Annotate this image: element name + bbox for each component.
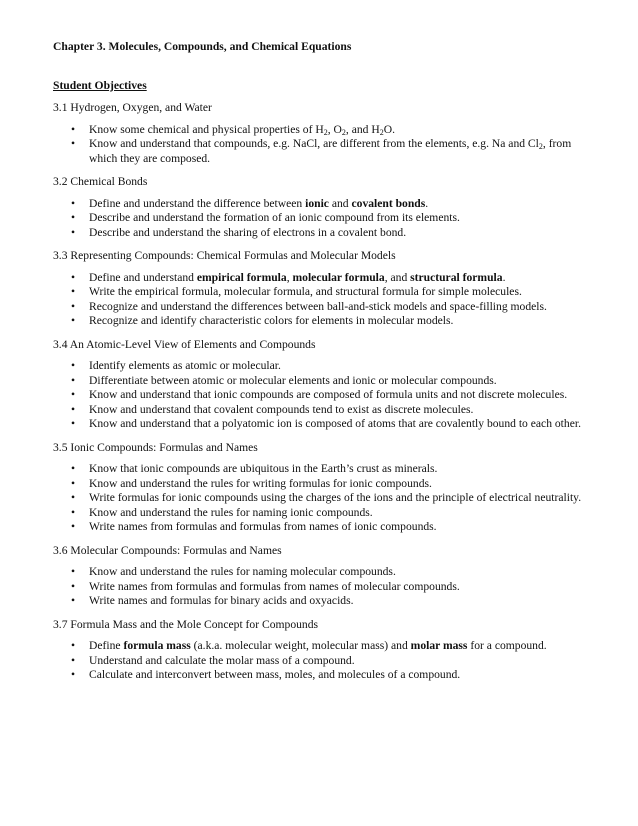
objective-list xyxy=(53,639,593,683)
objective-item xyxy=(53,137,593,166)
objective-section xyxy=(53,175,593,240)
objective-text: , O xyxy=(327,122,342,136)
objective-section xyxy=(53,441,593,535)
objective-item xyxy=(53,197,593,212)
objective-text: Know and understand the rules for naming molecular compounds. xyxy=(89,565,396,578)
objective-text: , from which they are composed. xyxy=(89,137,572,165)
objective-item xyxy=(53,374,593,389)
objective-text: . xyxy=(502,270,506,284)
objective-section xyxy=(53,101,593,166)
section-heading: 3.6 Molecular Compounds: Formulas and Names xyxy=(53,543,282,557)
objectives-heading: Student Objectives xyxy=(53,78,147,92)
objective-text: Describe and understand the formation of an ionic compound from its elements. xyxy=(89,211,460,224)
objective-text: . xyxy=(425,196,429,210)
objective-text: Recognize and understand the differences between ball-and-stick models and space-filling models. xyxy=(89,299,547,313)
objective-item xyxy=(53,477,593,492)
key-term: empirical formula xyxy=(196,270,287,284)
objective-item xyxy=(53,491,593,506)
objective-item xyxy=(53,462,593,477)
objective-text: Know and understand that covalent compounds tend to exist as discrete molecules. xyxy=(89,402,474,416)
objective-section xyxy=(53,249,593,329)
objective-list xyxy=(53,197,593,241)
key-term: formula mass xyxy=(123,639,191,652)
objective-text: Know that ionic compounds are ubiquitous in the Earth’s crust as minerals. xyxy=(89,462,438,475)
objective-text: Write formulas for ionic compounds using the charges of the ions and the principle of electrical neutrality. xyxy=(89,491,582,504)
objective-item xyxy=(53,300,593,315)
objective-item xyxy=(53,211,593,226)
objective-item xyxy=(53,388,593,403)
objective-section xyxy=(53,338,593,432)
objective-item xyxy=(53,359,593,374)
objective-text: Define and understand the difference between xyxy=(89,196,306,210)
section-heading: 3.1 Hydrogen, Oxygen, and Water xyxy=(53,101,212,114)
subscript: 2 xyxy=(379,127,384,137)
subscript: 2 xyxy=(323,127,328,137)
objective-text: Write names from formulas and formulas from names of molecular compounds. xyxy=(89,579,460,593)
objective-item xyxy=(53,285,593,300)
objective-text: Recognize and identify characteristic colors for elements in molecular models. xyxy=(89,314,454,327)
objective-text: Know and understand that ionic compounds are composed of formula units and not discrete molecules. xyxy=(89,388,568,401)
objective-text: Know and understand that a polyatomic ion is composed of atoms that are covalently bound to each other. xyxy=(89,417,581,430)
objective-text: and xyxy=(328,196,352,210)
objective-item xyxy=(53,639,593,654)
objective-text: Define and understand xyxy=(89,270,197,284)
objective-item xyxy=(53,417,593,432)
section-heading: 3.7 Formula Mass and the Mole Concept for Compounds xyxy=(53,617,319,631)
key-term: structural formula xyxy=(410,270,503,284)
objective-list xyxy=(53,462,593,535)
objective-text: Know some chemical and physical properties of H xyxy=(89,122,324,136)
objective-item xyxy=(53,226,593,241)
objective-text: , and xyxy=(384,270,411,284)
objective-item xyxy=(53,123,593,138)
objective-text: , xyxy=(286,270,293,284)
objective-text: Know and understand that compounds, e.g. NaCl, are different from the elements, e.g. Na and Cl xyxy=(89,137,539,150)
document-page xyxy=(53,40,593,692)
objective-text: Know and understand the rules for writing formulas for ionic compounds. xyxy=(89,476,432,490)
objective-text: (a.k.a. molecular weight, molecular mass) and xyxy=(190,639,411,652)
objective-text: Identify elements as atomic or molecular. xyxy=(89,359,281,372)
objective-text: Know and understand the rules for naming ionic compounds. xyxy=(89,505,373,519)
objective-text: Write the empirical formula, molecular formula, and structural formula for simple molecules. xyxy=(89,285,522,298)
objective-item xyxy=(53,271,593,286)
objective-text: Write names from formulas and formulas from names of ionic compounds. xyxy=(89,520,437,533)
objective-text: Understand and calculate the molar mass of a compound. xyxy=(89,653,355,667)
objectives-sections xyxy=(53,101,593,683)
objective-text: Differentiate between atomic or molecular elements and ionic or molecular compounds. xyxy=(89,373,497,387)
objective-text: , and H xyxy=(345,122,380,136)
objective-item xyxy=(53,580,593,595)
subscript: 2 xyxy=(341,127,346,137)
objective-item xyxy=(53,314,593,329)
objective-item xyxy=(53,565,593,580)
key-term: molecular formula xyxy=(292,270,385,284)
objective-text: Define xyxy=(89,639,124,652)
section-heading: 3.3 Representing Compounds: Chemical Formulas and Molecular Models xyxy=(53,249,396,262)
section-heading: 3.4 An Atomic-Level View of Elements and Compounds xyxy=(53,337,316,351)
chapter-title: Chapter 3. Molecules, Compounds, and Chemical Equations xyxy=(53,40,352,53)
key-term: molar mass xyxy=(410,639,468,652)
objective-text: O. xyxy=(383,122,395,136)
key-term: covalent bonds xyxy=(351,196,426,210)
objective-item xyxy=(53,403,593,418)
objective-item xyxy=(53,520,593,535)
objective-section xyxy=(53,544,593,609)
objective-list xyxy=(53,565,593,609)
objective-text: Write names and formulas for binary acids and oxyacids. xyxy=(89,594,354,607)
objective-text: Calculate and interconvert between mass, moles, and molecules of a compound. xyxy=(89,668,461,681)
objective-item xyxy=(53,654,593,669)
objective-list xyxy=(53,359,593,432)
objective-item xyxy=(53,506,593,521)
key-term: ionic xyxy=(305,196,329,210)
section-heading: 3.5 Ionic Compounds: Formulas and Names xyxy=(53,440,258,454)
section-heading: 3.2 Chemical Bonds xyxy=(53,175,148,188)
objective-list xyxy=(53,123,593,167)
objective-text: for a compound. xyxy=(467,639,547,652)
subscript: 2 xyxy=(538,142,543,151)
objective-list xyxy=(53,271,593,329)
objective-item xyxy=(53,594,593,609)
objective-section xyxy=(53,618,593,683)
objective-item xyxy=(53,668,593,683)
objective-text: Describe and understand the sharing of electrons in a covalent bond. xyxy=(89,225,407,239)
